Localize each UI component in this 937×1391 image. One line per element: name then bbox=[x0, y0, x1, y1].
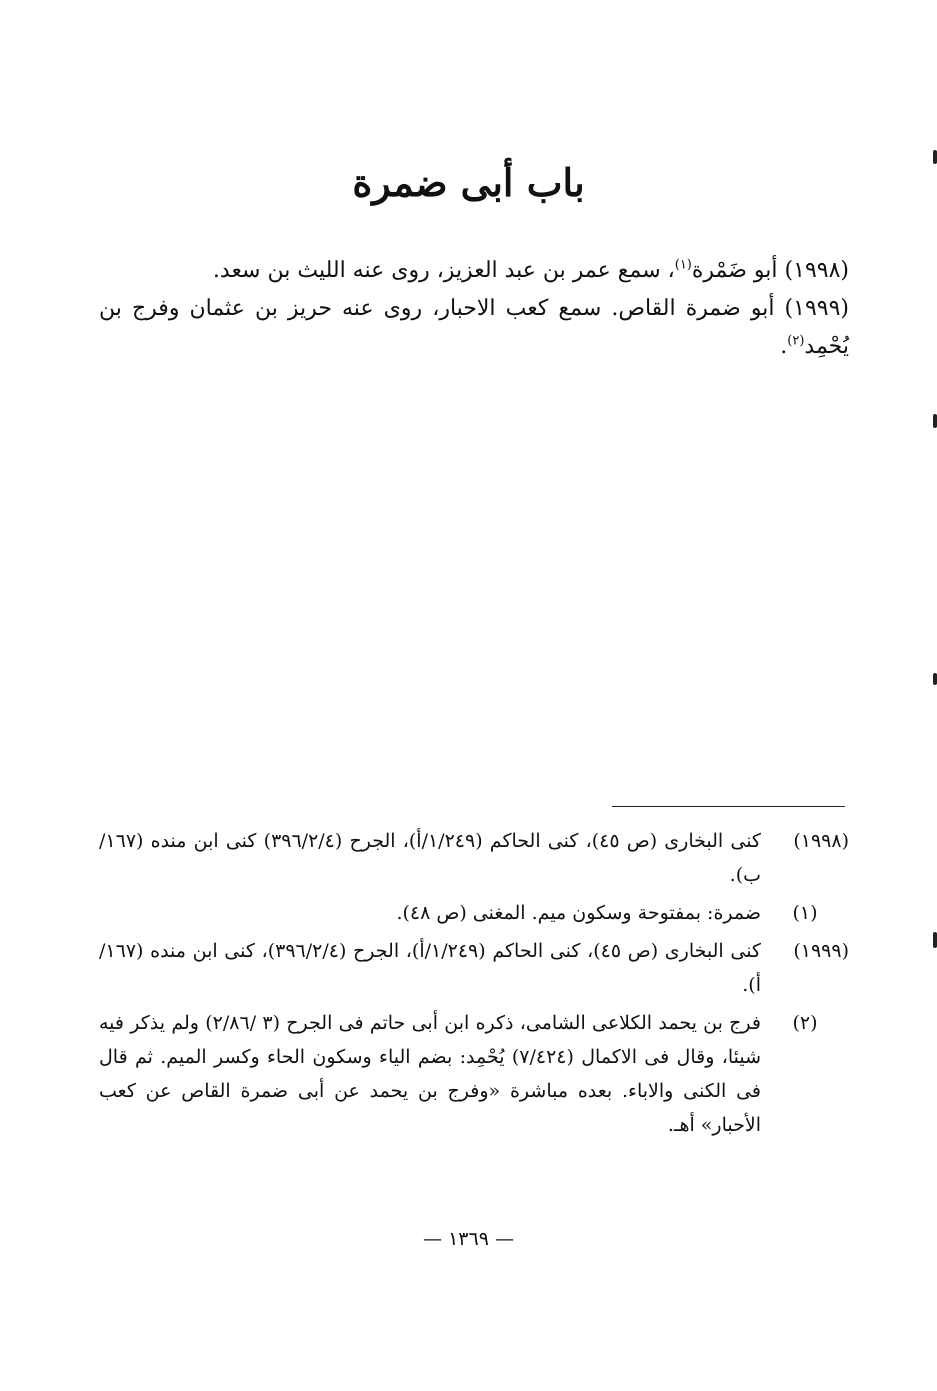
entry-text: أبو ضَمْرة bbox=[691, 258, 778, 283]
footnote-text: ضمرة: بمفتوحة وسكون ميم. المغنى (ص ٤٨). bbox=[396, 902, 761, 924]
footnote-ref[interactable]: (٢) bbox=[787, 333, 805, 349]
footnote-text: فرج بن يحمد الكلاعى الشامى، ذكره ابن أبى حاتم فى الجرح (٣ /٢/٨٦) ولم يذكر فيه شيئا، وقال فى الاكمال (٧/٤٢٤) يُحْمِد: بضم الياء وسكون الحاء وكسر الميم. ثم قال فى الكنى والاباء. بعده مباشرة «وفرج بن يحمد عن أبى ضمرة القاص عن كعب الأحبار» أهـ. bbox=[99, 1012, 762, 1136]
footnote-item bbox=[99, 1006, 849, 1142]
footnote-divider bbox=[612, 806, 845, 807]
page-number: — ١٣٦٩ — bbox=[423, 1228, 514, 1250]
entry-text: أبو ضمرة القاص. سمع كعب الاحبار، روى عنه حريز بن عثمان وفرج بن يُحْمِد bbox=[99, 296, 849, 359]
scan-edge-mark bbox=[933, 150, 937, 164]
footnote-item bbox=[99, 896, 849, 930]
entry-1998 bbox=[99, 252, 849, 290]
entry-1999 bbox=[99, 290, 849, 366]
footnote-text: كنى البخارى (ص ٤٥)، كنى الحاكم (١/٢٤٩/أ)، الجرح (٣٩٦/٢/٤)، كنى ابن منده (١٦٧/أ). bbox=[99, 940, 761, 996]
scan-edge-mark bbox=[933, 673, 937, 685]
footnote-label: (١٩٩٩) bbox=[793, 940, 849, 962]
footnotes-list bbox=[99, 824, 849, 1146]
footnote-item bbox=[99, 934, 849, 1002]
scan-edge-mark bbox=[933, 414, 937, 428]
footnote-text: كنى البخارى (ص ٤٥)، كنى الحاكم (١/٢٤٩/أ)، الجرح (٣٩٦/٢/٤) كنى ابن منده (١٦٧/ب). bbox=[99, 830, 761, 886]
entry-text: . bbox=[780, 334, 788, 359]
footnote-label: (١٩٩٨) bbox=[793, 830, 849, 852]
entry-text: ، سمع عمر بن عبد العزيز، روى عنه الليث بن سعد. bbox=[212, 258, 675, 283]
page-title: باب أبى ضمرة bbox=[352, 160, 585, 205]
footnote-item bbox=[99, 824, 849, 892]
entry-number: (١٩٩٩) bbox=[784, 296, 849, 321]
scan-edge-mark bbox=[933, 932, 937, 948]
entry-number: (١٩٩٨) bbox=[784, 258, 849, 283]
entries-list bbox=[99, 252, 849, 366]
footnote-label: (١) bbox=[792, 902, 818, 924]
footnote-label: (٢) bbox=[792, 1012, 818, 1034]
footnote-ref[interactable]: (١) bbox=[674, 257, 692, 273]
